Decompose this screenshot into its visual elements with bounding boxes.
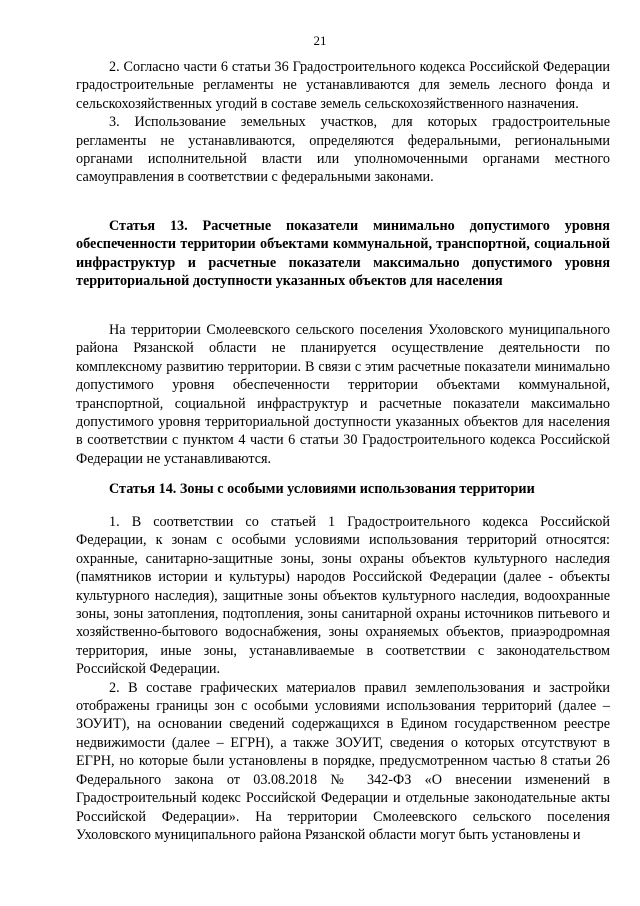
- article-13-heading: Статья 13. Расчетные показатели минимально допустимого уровня обеспеченности территории объектами коммунальной, транспортной, социальной инфраструктур и расчетные показатели максимально допустимого уровня территориальной доступности указанных объектов для населения: [76, 218, 610, 290]
- article-14-body: [76, 513, 610, 844]
- paragraph-land-use-regulation: 3. Использование земельных участков, для которых градостроительные регламенты не устанавливаются, определяются федеральными, региональными органами исполнительной власти или уполномоченными органами местного самоуправления в соответствии с федеральными законами.: [76, 114, 610, 186]
- article-14-paragraph-1: 1. В соответствии со статьей 1 Градостроительного кодекса Российской Федерации, к зонам с особыми условиями использования территорий относятся: охранные, санитарно-защитные зоны, зоны охраны объектов культурного наследия (памятников истории и культуры) народов Российской Федерации (далее - объекты культурного наследия), защитные зоны объектов культурного наследия, водоохранные зоны, зоны затопления, подтопления, зоны санитарной охраны источников питьевого и хозяйственно-бытового водоснабжения, зоны охраняемых объектов, приаэродромная территория, иные зоны, устанавливаемые в соответствии с законодательством Российской Федерации.: [76, 514, 610, 678]
- article-14-paragraph-2: 2. В составе графических материалов правил землепользования и застройки отображены границы зон с особыми условиями использования территорий (далее – ЗОУИТ), на основании сведений содержащихся в Едином государственном реестре недвижимости (далее – ЕГРН), а также ЗОУИТ, сведения о которых отсутствуют в ЕГРН, но которые были установлены в порядке, предусмотренном частью 8 статьи 26 Федерального закона от 03.08.2018 № 342-ФЗ «О внесении изменений в Градостроительный кодекс Российской Федерации и отдельные законодательные акты Российской Федерации». На территории Смолеевского сельского поселения Ухоловского муниципального района Рязанской области могут быть установлены и: [76, 679, 610, 843]
- intro-section: [76, 58, 610, 187]
- article-14-heading-block: [76, 480, 610, 498]
- article-13-paragraph: На территории Смолеевского сельского поселения Ухоловского муниципального района Рязанской области не планируется осуществление деятельности по комплексному развитию территории. В связи с этим расчетные показатели минимально допустимого уровня обеспеченности территории объектами коммунальной, транспортной, социальной инфраструктур и расчетные показатели максимально допустимого уровня территориальной доступности указанных объектов для населения в соответствии с пунктом 4 части 6 статьи 30 Градостроительного кодекса Российской Федерации не устанавливаются.: [76, 322, 610, 467]
- paragraph-forest-lands: 2. Согласно части 6 статьи 36 Градостроительного кодекса Российской Федерации градостроительные регламенты не устанавливаются для земель лесного фонда и сельскохозяйственных угодий в составе земель сельскохозяйственного назначения.: [76, 59, 610, 112]
- article-14-heading: Статья 14. Зоны с особыми условиями использования территории: [109, 481, 535, 497]
- article-13-body: [76, 321, 610, 468]
- article-13-heading-block: [76, 217, 610, 291]
- page-number: 21: [313, 33, 327, 48]
